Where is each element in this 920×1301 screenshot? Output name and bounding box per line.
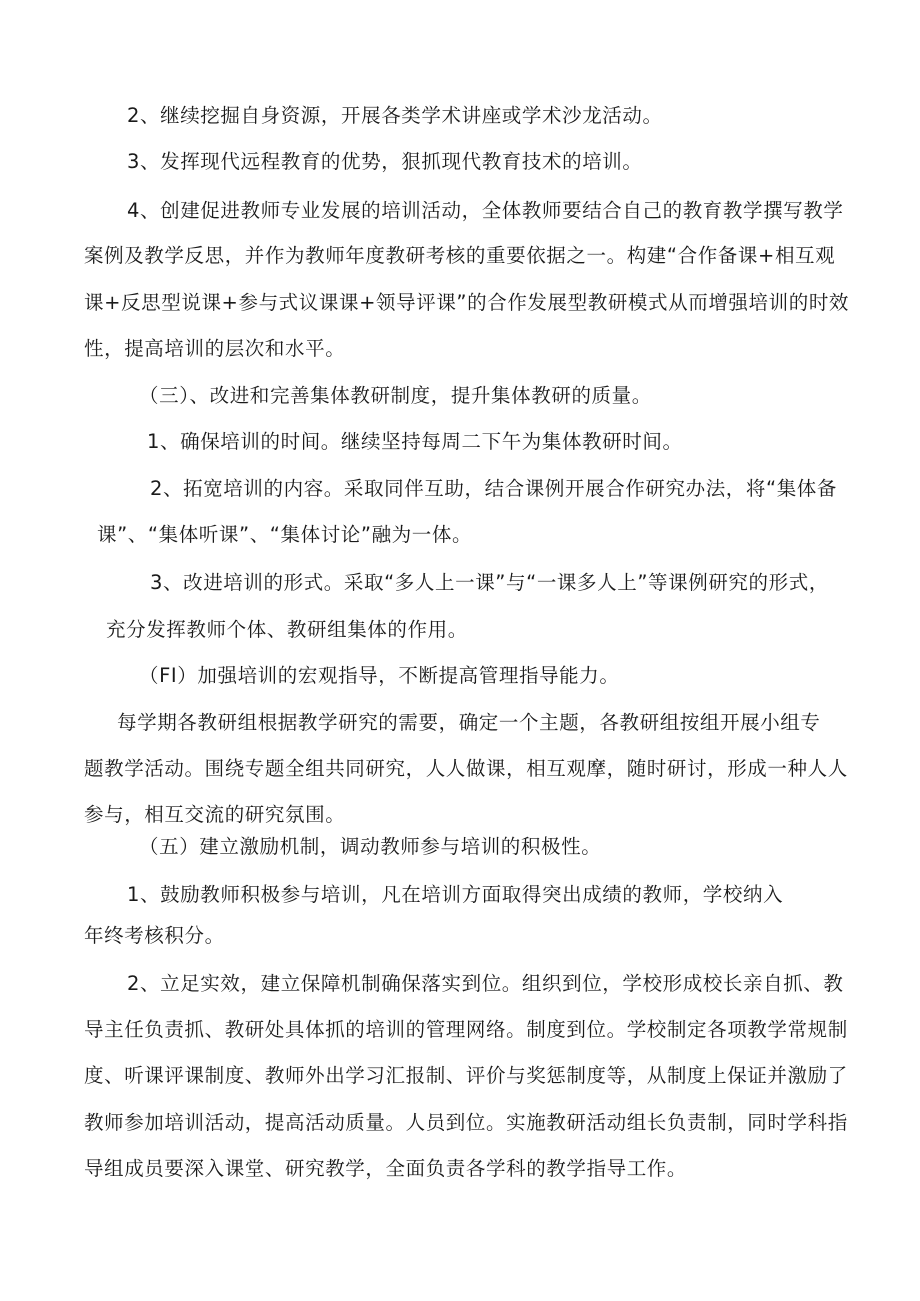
text-line: 2、继续挖掘自身资源，开展各类学术讲座或学术沙龙活动。	[127, 104, 663, 127]
text-line: 题教学活动。围绕专题全组共同研究，人人做课，相互观摩，随时研讨，形成一种人人	[84, 757, 848, 780]
text-line: 课+反思型说课+参与式议课课+领导评课”的合作发展型教研模式从而增强培训的时效	[84, 291, 850, 314]
text-line: 参与，相互交流的研究氛围。	[84, 803, 346, 826]
text-line: 3、发挥现代远程教育的优势，狠抓现代教育技术的培训。	[127, 150, 643, 173]
text-line: 1、确保培训的时间。继续坚持每周二下午为集体教研时间。	[147, 430, 683, 453]
text-line: 2、立足实效，建立保障机制确保落实到位。组织到位，学校形成校长亲自抓、教	[127, 972, 844, 995]
text-line: 教师参加培训活动，提高活动质量。人员到位。实施教研活动组长负责制，同时学科指	[84, 1111, 848, 1134]
text-line: 案例及教学反思，并作为教师年度教研考核的重要依据之一。构建“合作备课+相互观	[84, 244, 836, 267]
text-line: 课”、“集体听课”、“集体讨论”融为一体。	[97, 523, 473, 546]
text-line: 充分发挥教师个体、教研组集体的作用。	[106, 618, 468, 641]
text-line: 3、改进培训的形式。采取“多人上一课”与“一课多人上”等课例研究的形式，	[150, 571, 829, 594]
section-heading: （FI）加强培训的宏观指导，不断提高管理指导能力。	[139, 664, 620, 687]
text-line: 导主任负责抓、教研处具体抓的培训的管理网络。制度到位。学校制定各项教学常规制	[84, 1018, 848, 1041]
text-line: 1、鼓励教师积极参与培训，凡在培训方面取得突出成绩的教师，学校纳入	[127, 883, 784, 906]
section-heading: （五）建立激励机制，调动教师参与培训的积极性。	[139, 835, 602, 858]
text-line: 每学期各教研组根据教学研究的需要，确定一个主题，各教研组按组开展小组专	[117, 711, 821, 734]
text-line: 4、创建促进教师专业发展的培训活动，全体教师要结合自己的教育教学撰写教学	[127, 199, 844, 222]
text-line: 2、拓宽培训的内容。采取同伴互助，结合课例开展合作研究办法，将“集体备	[150, 477, 838, 500]
text-line: 性，提高培训的层次和水平。	[84, 337, 346, 360]
text-line: 导组成员要深入课堂、研究教学，全面负责各学科的教学指导工作。	[84, 1157, 688, 1180]
text-line: 度、听课评课制度、教师外出学习汇报制、评价与奖惩制度等，从制度上保证并激励了	[84, 1064, 848, 1087]
section-heading: （三）、改进和完善集体教研制度，提升集体教研的质量。	[139, 384, 652, 407]
text-line: 年终考核积分。	[84, 924, 225, 947]
